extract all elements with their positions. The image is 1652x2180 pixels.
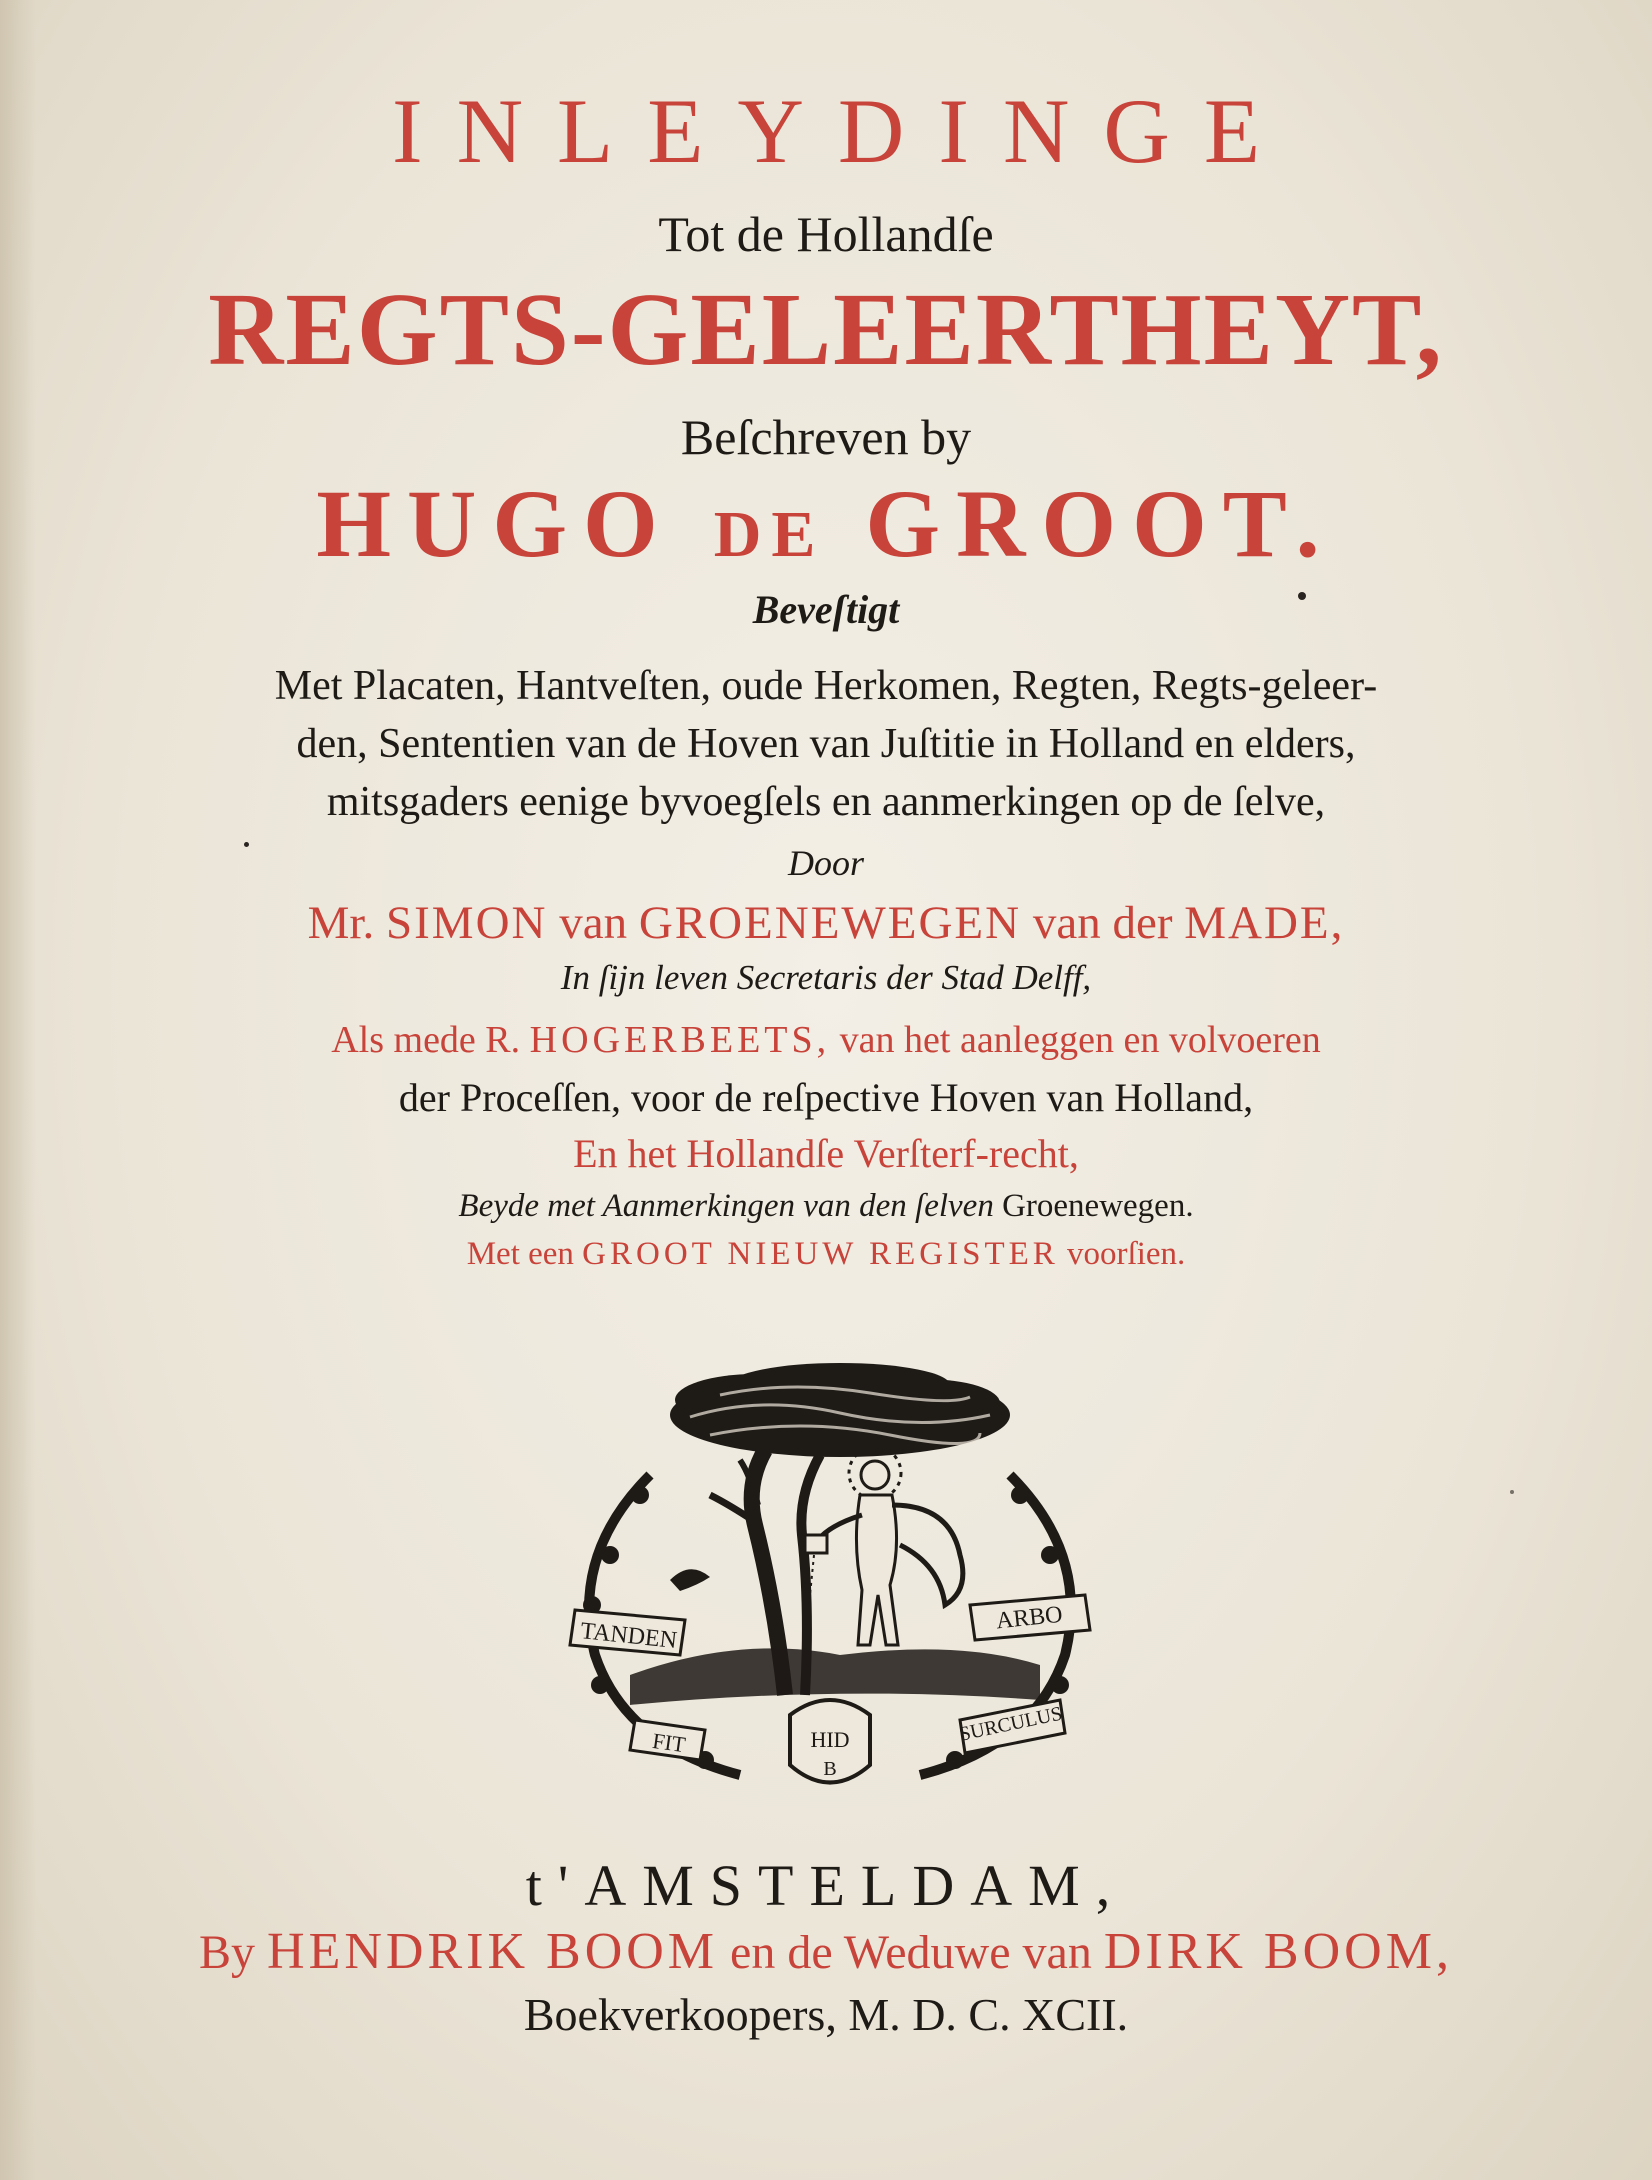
monogram-shield	[790, 1700, 870, 1783]
editor-office: In ſijn leven Secretaris der Stad Delff,	[560, 958, 1092, 997]
bevestigt-heading: Beveſtigt	[752, 587, 900, 632]
imprint-date: Boekverkoopers, M. D. C. XCII.	[523, 1989, 1129, 2040]
title-regts-geleertheyt: REGTS-GELEERTHEYT,	[208, 272, 1444, 387]
register-suffix: voorſien.	[1067, 1236, 1186, 1272]
motto-bottom-left: FIT	[650, 1727, 688, 1758]
hogerbeets-line	[0, 1018, 1652, 1062]
register-prefix: Met een	[466, 1236, 574, 1272]
versterf-recht-line: En het Hollandſe Verſterf-recht,	[573, 1131, 1079, 1176]
door-label: Door	[787, 843, 864, 883]
bird	[670, 1569, 710, 1591]
ink-speck	[244, 842, 249, 847]
register-line	[0, 1236, 1652, 1273]
subtitle-tot-de-hollandse: Tot de Hollandſe	[658, 206, 994, 262]
description-line-3: mitsgaders eenige byvoegſels en aanmerkingen op de ſelve,	[326, 779, 1326, 825]
author-de: DE	[713, 498, 826, 571]
ink-speck	[1298, 592, 1306, 600]
author-first: HUGO	[316, 470, 674, 577]
imprint-by: By	[199, 1926, 256, 1979]
printer-dirk-boom: DIRK BOOM,	[1103, 1923, 1453, 1980]
imprint-en-de-weduwe: en de Weduwe van	[730, 1926, 1092, 1979]
editor-prefix: Mr.	[307, 897, 375, 949]
alsmede-prefix: Als mede R.	[331, 1019, 521, 1061]
printer-hendrik-boom: HENDRIK BOOM	[267, 1923, 719, 1980]
imprint-printers	[0, 1922, 1652, 1981]
beyde-line	[0, 1188, 1652, 1225]
description-line-1: Met Placaten, Hantveſten, oude Herkomen, Regten, Regts-geleer-	[274, 663, 1378, 709]
motto-left: TANDEN	[579, 1618, 679, 1655]
author-line	[0, 468, 1652, 579]
editor-line	[0, 896, 1652, 950]
editor-made: MADE,	[1184, 897, 1345, 949]
ink-speck	[1510, 1490, 1514, 1494]
editor-vander: van der	[1032, 897, 1173, 949]
printers-device-woodcut	[540, 1355, 1120, 1825]
monogram-top: HID	[810, 1727, 850, 1752]
title-inleydinge: INLEYDINGE	[391, 80, 1295, 182]
author-last: GROOT.	[865, 470, 1336, 577]
beyde-roman: Groenewegen.	[1002, 1188, 1194, 1224]
landscape-ground	[630, 1648, 1040, 1705]
beyde-italic: Beyde met Aanmerkingen van den ſelven	[458, 1188, 994, 1224]
beschreven-by: Beſchreven by	[680, 409, 972, 465]
monogram-bottom: B	[823, 1758, 837, 1780]
editor-surname: GROENEWEGEN	[638, 897, 1022, 949]
register-caps: GROOT NIEUW REGISTER	[582, 1236, 1059, 1272]
motto-bottom-right: SURCULUS	[957, 1702, 1065, 1746]
description-line-2: den, Sententien van de Hoven van Juſtitie in Holland en elders,	[296, 721, 1356, 767]
imprint-city: t'AMSTELDAM,	[525, 1853, 1127, 1918]
editor-van: van	[559, 897, 628, 949]
editor-firstname: SIMON	[385, 897, 548, 949]
figure-with-halo	[805, 1447, 963, 1645]
hogerbeets-name: HOGERBEETS,	[529, 1019, 831, 1061]
alsmede-suffix: van het aanleggen en volvoeren	[839, 1019, 1321, 1061]
der-processen-line: der Proceſſen, voor de reſpective Hoven van Holland,	[398, 1075, 1254, 1120]
motto-right: ARBO	[994, 1601, 1064, 1635]
